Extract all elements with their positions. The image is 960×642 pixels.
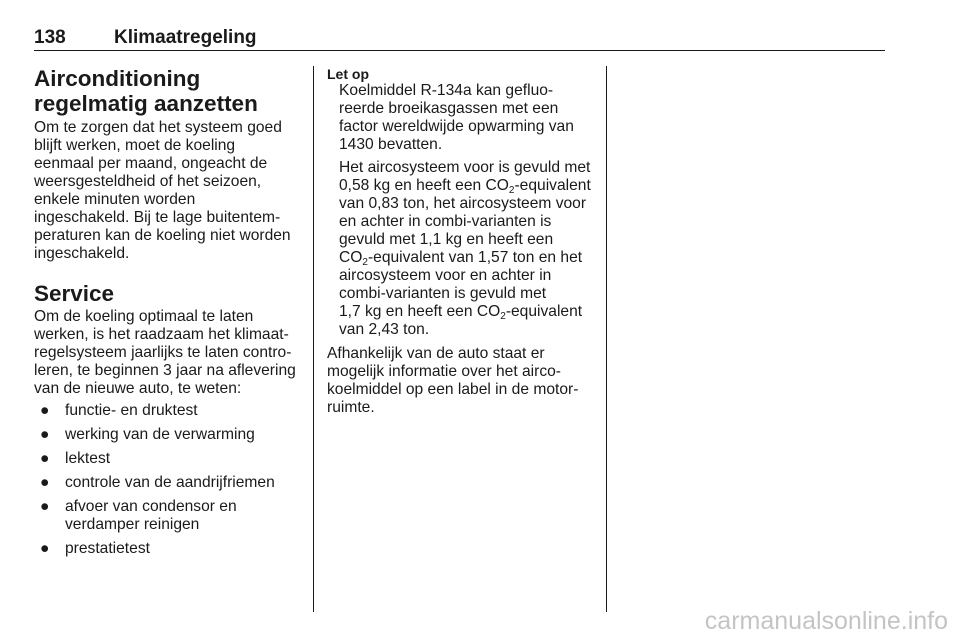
note-line: en achter in combi-varianten is: [339, 213, 552, 230]
list-item: [34, 498, 300, 534]
list-item: [34, 450, 300, 468]
note-line: -equivalent van 1,57 ton en het: [367, 249, 583, 266]
column-divider: [606, 66, 607, 612]
subscript: 2: [500, 311, 506, 322]
note-line: gevuld met 1,1 kg en heeft een: [339, 231, 554, 248]
bullet-icon: ●: [40, 426, 50, 443]
page-number: 138: [34, 27, 66, 48]
note-para-1: Koelmiddel R-134a kan gefluo- reerde broeikasgassen met een factor wereldwijde opwarming van 1430 bevatten.: [339, 82, 574, 153]
chapter-title: Klimaatregeling: [114, 27, 257, 48]
note-line: aircosysteem voor en achter in: [339, 267, 552, 284]
note-line: Het aircosysteem voor is gevuld met: [339, 159, 591, 176]
note-block: [327, 82, 595, 339]
list-item-text: werking van de verwarming: [65, 426, 255, 443]
bullet-icon: ●: [40, 540, 50, 557]
column-divider: [313, 66, 314, 612]
note-line: -equivalent: [514, 177, 591, 194]
list-item: [34, 540, 300, 558]
bullet-icon: ●: [40, 498, 50, 515]
column-left: [34, 66, 300, 564]
note-line: combi-varianten is gevuld met: [339, 285, 547, 302]
list-item: [34, 474, 300, 492]
note-line: van 0,83 ton, het aircosysteem voor: [339, 195, 587, 212]
note-line: 1,7 kg en heeft een CO: [339, 303, 501, 320]
note-line: van 2,43 ton.: [339, 321, 430, 338]
list-item-text: controle van de aandrijfriemen: [65, 474, 275, 491]
note-line: CO: [339, 249, 363, 266]
list-item-text: functie- en druktest: [65, 402, 198, 419]
service-checklist: [34, 402, 300, 558]
bullet-icon: ●: [40, 450, 50, 467]
list-item: [34, 426, 300, 444]
service-body: Om de koeling optimaal te laten werken, is het raadzaam het klimaat- regelsysteem jaarlijks te laten contro- leren, te beginnen 3 jaar na aflevering van de nieuwe auto, te weten:: [34, 308, 296, 397]
note-label: Let op: [327, 66, 369, 82]
aircon-body: Om te zorgen dat het systeem goed blijft werken, moet de koeling eenmaal per maand, ongeacht de weersgesteldheid of het seizoen, enkele minuten worden ingeschakeld. Bij te lage buitentem- peraturen kan de koeling niet worden ingeschakeld.: [34, 119, 291, 262]
column-middle: [327, 66, 595, 417]
page-header: [34, 28, 885, 51]
list-item-text: prestatietest: [65, 540, 150, 557]
bullet-icon: ●: [40, 402, 50, 419]
note-line: 0,58 kg en heeft een CO: [339, 177, 509, 194]
after-note-body: Afhankelijk van de auto staat er mogelijk informatie over het airco- koelmiddel op een label in de motor- ruimte.: [327, 345, 579, 416]
section-title-service: Service: [34, 281, 115, 306]
list-item: [34, 402, 300, 420]
note-line: -equivalent: [505, 303, 583, 320]
list-item-text: lektest: [65, 450, 111, 467]
note-para-2: [339, 159, 595, 339]
subscript: 2: [362, 257, 368, 268]
bullet-icon: ●: [40, 474, 50, 491]
subscript: 2: [508, 185, 515, 196]
list-item-text: afvoer van condensor en verdamper reinigen: [65, 498, 237, 533]
section-title-aircon: Airconditioning regelmatig aanzetten: [34, 66, 258, 116]
watermark-text: carmanualsonline.info: [704, 607, 948, 635]
